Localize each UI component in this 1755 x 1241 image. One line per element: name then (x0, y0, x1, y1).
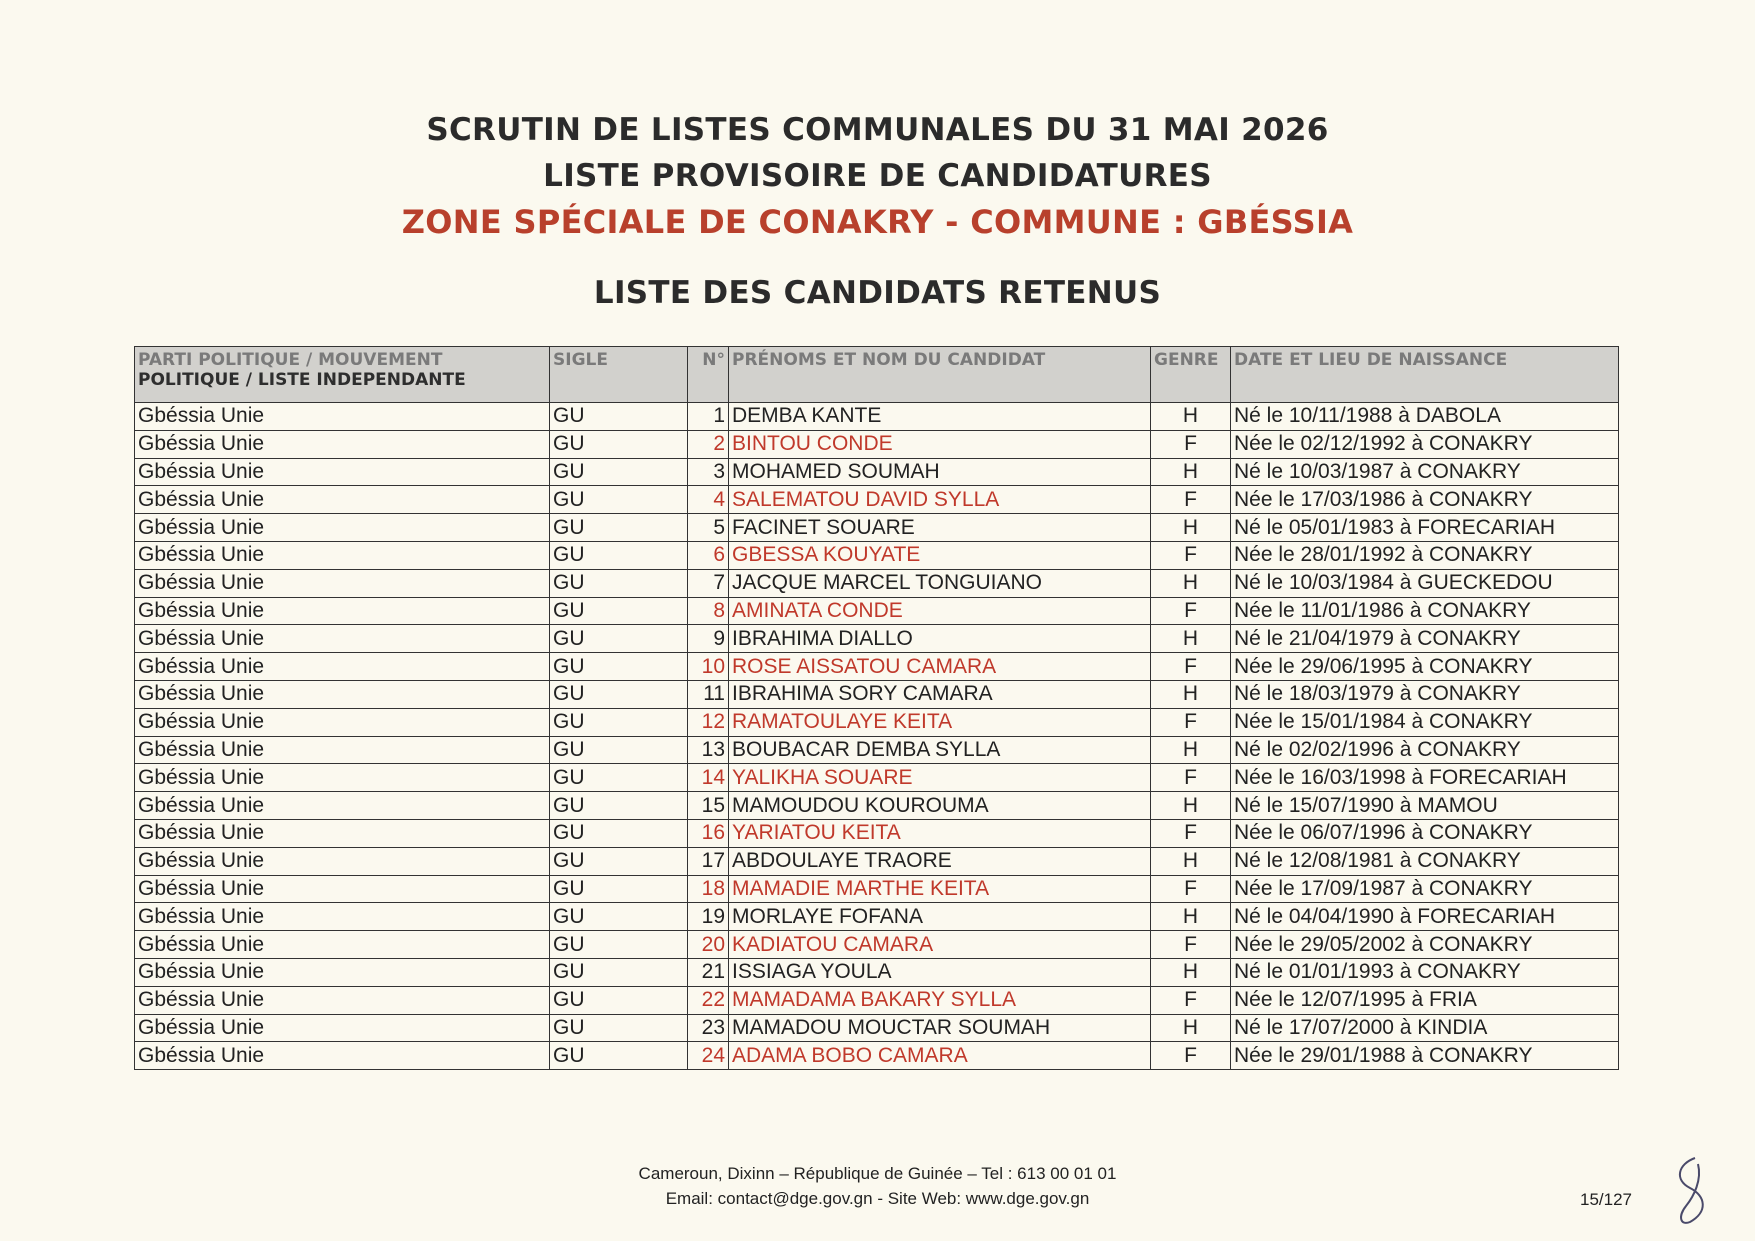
cell-birth: Né le 10/11/1988 à DABOLA (1231, 403, 1619, 431)
table-row (135, 903, 1619, 931)
cell-candidate-name: ADAMA BOBO CAMARA (729, 1042, 1151, 1070)
cell-sigle: GU (550, 680, 688, 708)
cell-genre: H (1151, 736, 1231, 764)
table-row (135, 847, 1619, 875)
table-row (135, 430, 1619, 458)
cell-sigle: GU (550, 847, 688, 875)
cell-candidate-name: MORLAYE FOFANA (729, 903, 1151, 931)
cell-genre: F (1151, 486, 1231, 514)
cell-birth: Né le 04/04/1990 à FORECARIAH (1231, 903, 1619, 931)
cell-sigle: GU (550, 1014, 688, 1042)
cell-birth: Né le 01/01/1993 à CONAKRY (1231, 958, 1619, 986)
document-subtitle: LISTE PROVISOIRE DE CANDIDATURES (543, 158, 1212, 194)
cell-birth: Né le 18/03/1979 à CONAKRY (1231, 680, 1619, 708)
cell-sigle: GU (550, 653, 688, 681)
table-row (135, 653, 1619, 681)
table-row (135, 708, 1619, 736)
cell-party: Gbéssia Unie (135, 931, 550, 959)
table-row (135, 819, 1619, 847)
cell-party: Gbéssia Unie (135, 1014, 550, 1042)
cell-number: 24 (688, 1042, 729, 1070)
table-row (135, 958, 1619, 986)
cell-party: Gbéssia Unie (135, 680, 550, 708)
table-row (135, 597, 1619, 625)
cell-number: 12 (688, 708, 729, 736)
cell-number: 21 (688, 958, 729, 986)
cell-birth: Née le 29/06/1995 à CONAKRY (1231, 653, 1619, 681)
cell-sigle: GU (550, 875, 688, 903)
cell-birth: Née le 29/05/2002 à CONAKRY (1231, 931, 1619, 959)
cell-number: 16 (688, 819, 729, 847)
cell-party: Gbéssia Unie (135, 903, 550, 931)
cell-candidate-name: RAMATOULAYE KEITA (729, 708, 1151, 736)
cell-genre: H (1151, 958, 1231, 986)
cell-party: Gbéssia Unie (135, 514, 550, 542)
cell-number: 6 (688, 541, 729, 569)
cell-party: Gbéssia Unie (135, 653, 550, 681)
cell-birth: Née le 17/03/1986 à CONAKRY (1231, 486, 1619, 514)
cell-number: 19 (688, 903, 729, 931)
cell-sigle: GU (550, 792, 688, 820)
cell-sigle: GU (550, 541, 688, 569)
cell-candidate-name: IBRAHIMA DIALLO (729, 625, 1151, 653)
cell-party: Gbéssia Unie (135, 708, 550, 736)
cell-sigle: GU (550, 625, 688, 653)
cell-genre: F (1151, 819, 1231, 847)
cell-birth: Né le 02/02/1996 à CONAKRY (1231, 736, 1619, 764)
header-party-line2: POLITIQUE / LISTE INDEPENDANTE (138, 370, 466, 390)
cell-genre: F (1151, 764, 1231, 792)
cell-sigle: GU (550, 430, 688, 458)
cell-candidate-name: MOHAMED SOUMAH (729, 458, 1151, 486)
table-row (135, 680, 1619, 708)
cell-birth: Née le 15/01/1984 à CONAKRY (1231, 708, 1619, 736)
cell-party: Gbéssia Unie (135, 403, 550, 431)
list-heading: LISTE DES CANDIDATS RETENUS (593, 275, 1162, 311)
cell-number: 1 (688, 403, 729, 431)
cell-number: 18 (688, 875, 729, 903)
document-title: SCRUTIN DE LISTES COMMUNALES DU 31 MAI 2026 (426, 112, 1329, 148)
cell-party: Gbéssia Unie (135, 569, 550, 597)
cell-genre: H (1151, 458, 1231, 486)
cell-sigle: GU (550, 764, 688, 792)
cell-sigle: GU (550, 1042, 688, 1070)
cell-number: 7 (688, 569, 729, 597)
cell-genre: F (1151, 541, 1231, 569)
cell-candidate-name: JACQUE MARCEL TONGUIANO (729, 569, 1151, 597)
cell-number: 17 (688, 847, 729, 875)
cell-number: 4 (688, 486, 729, 514)
cell-birth: Né le 10/03/1984 à GUECKEDOU (1231, 569, 1619, 597)
cell-candidate-name: MAMADAMA BAKARY SYLLA (729, 986, 1151, 1014)
table-row (135, 486, 1619, 514)
cell-sigle: GU (550, 708, 688, 736)
cell-genre: F (1151, 597, 1231, 625)
table-row (135, 458, 1619, 486)
cell-birth: Née le 12/07/1995 à FRIA (1231, 986, 1619, 1014)
cell-birth: Née le 11/01/1986 à CONAKRY (1231, 597, 1619, 625)
cell-candidate-name: ABDOULAYE TRAORE (729, 847, 1151, 875)
cell-candidate-name: KADIATOU CAMARA (729, 931, 1151, 959)
cell-candidate-name: BINTOU CONDE (729, 430, 1151, 458)
cell-party: Gbéssia Unie (135, 986, 550, 1014)
cell-party: Gbéssia Unie (135, 625, 550, 653)
cell-number: 22 (688, 986, 729, 1014)
table-row (135, 403, 1619, 431)
table-row (135, 625, 1619, 653)
header-party-line1: PARTI POLITIQUE / MOUVEMENT (138, 350, 443, 370)
cell-number: 13 (688, 736, 729, 764)
cell-party: Gbéssia Unie (135, 541, 550, 569)
cell-birth: Née le 02/12/1992 à CONAKRY (1231, 430, 1619, 458)
table-body (135, 403, 1619, 1070)
cell-candidate-name: YALIKHA SOUARE (729, 764, 1151, 792)
cell-birth: Né le 12/08/1981 à CONAKRY (1231, 847, 1619, 875)
cell-candidate-name: BOUBACAR DEMBA SYLLA (729, 736, 1151, 764)
footer-address: Cameroun, Dixinn – République de Guinée – Tel : 613 00 01 01 (638, 1164, 1117, 1183)
cell-genre: F (1151, 653, 1231, 681)
cell-party: Gbéssia Unie (135, 875, 550, 903)
cell-sigle: GU (550, 819, 688, 847)
cell-birth: Né le 05/01/1983 à FORECARIAH (1231, 514, 1619, 542)
cell-genre: H (1151, 569, 1231, 597)
cell-birth: Née le 16/03/1998 à FORECARIAH (1231, 764, 1619, 792)
table-row (135, 764, 1619, 792)
header-sigle: SIGLE (550, 347, 688, 403)
cell-candidate-name: ISSIAGA YOULA (729, 958, 1151, 986)
cell-genre: F (1151, 430, 1231, 458)
cell-birth: Née le 29/01/1988 à CONAKRY (1231, 1042, 1619, 1070)
cell-number: 5 (688, 514, 729, 542)
cell-candidate-name: MAMADOU MOUCTAR SOUMAH (729, 1014, 1151, 1042)
cell-candidate-name: GBESSA KOUYATE (729, 541, 1151, 569)
cell-number: 8 (688, 597, 729, 625)
cell-genre: F (1151, 1042, 1231, 1070)
table-row (135, 1014, 1619, 1042)
cell-candidate-name: FACINET SOUARE (729, 514, 1151, 542)
cell-party: Gbéssia Unie (135, 819, 550, 847)
cell-number: 11 (688, 680, 729, 708)
page-number: 15/127 (1580, 1190, 1632, 1209)
cell-candidate-name: ROSE AISSATOU CAMARA (729, 653, 1151, 681)
cell-birth: Née le 17/09/1987 à CONAKRY (1231, 875, 1619, 903)
header-birth: DATE ET LIEU DE NAISSANCE (1231, 347, 1619, 403)
cell-genre: H (1151, 847, 1231, 875)
cell-party: Gbéssia Unie (135, 597, 550, 625)
cell-birth: Née le 28/01/1992 à CONAKRY (1231, 541, 1619, 569)
footer-contact: Email: contact@dge.gov.gn - Site Web: www.dge.gov.gn (665, 1189, 1090, 1208)
cell-party: Gbéssia Unie (135, 1042, 550, 1070)
cell-number: 23 (688, 1014, 729, 1042)
table-row (135, 514, 1619, 542)
cell-party: Gbéssia Unie (135, 792, 550, 820)
table-row (135, 875, 1619, 903)
cell-sigle: GU (550, 403, 688, 431)
cell-number: 14 (688, 764, 729, 792)
cell-genre: F (1151, 931, 1231, 959)
cell-sigle: GU (550, 514, 688, 542)
cell-sigle: GU (550, 569, 688, 597)
header-name: PRÉNOMS ET NOM DU CANDIDAT (729, 347, 1151, 403)
cell-genre: F (1151, 986, 1231, 1014)
cell-candidate-name: AMINATA CONDE (729, 597, 1151, 625)
cell-sigle: GU (550, 931, 688, 959)
cell-candidate-name: DEMBA KANTE (729, 403, 1151, 431)
cell-sigle: GU (550, 486, 688, 514)
table-row (135, 569, 1619, 597)
table-row (135, 986, 1619, 1014)
table-row (135, 792, 1619, 820)
cell-sigle: GU (550, 458, 688, 486)
cell-genre: H (1151, 903, 1231, 931)
cell-genre: F (1151, 875, 1231, 903)
cell-sigle: GU (550, 958, 688, 986)
cell-candidate-name: IBRAHIMA SORY CAMARA (729, 680, 1151, 708)
cell-party: Gbéssia Unie (135, 736, 550, 764)
cell-party: Gbéssia Unie (135, 458, 550, 486)
header-num: N° (688, 347, 729, 403)
cell-candidate-name: MAMADIE MARTHE KEITA (729, 875, 1151, 903)
cell-genre: H (1151, 792, 1231, 820)
cell-number: 2 (688, 430, 729, 458)
cell-party: Gbéssia Unie (135, 847, 550, 875)
cell-sigle: GU (550, 597, 688, 625)
cell-sigle: GU (550, 986, 688, 1014)
cell-number: 9 (688, 625, 729, 653)
cell-genre: H (1151, 403, 1231, 431)
table-header-row (135, 347, 1619, 403)
cell-birth: Né le 15/07/1990 à MAMOU (1231, 792, 1619, 820)
cell-party: Gbéssia Unie (135, 486, 550, 514)
cell-genre: H (1151, 1014, 1231, 1042)
cell-genre: F (1151, 708, 1231, 736)
cell-party: Gbéssia Unie (135, 958, 550, 986)
cell-number: 10 (688, 653, 729, 681)
cell-genre: H (1151, 514, 1231, 542)
cell-birth: Né le 17/07/2000 à KINDIA (1231, 1014, 1619, 1042)
table-row (135, 1042, 1619, 1070)
cell-birth: Né le 10/03/1987 à CONAKRY (1231, 458, 1619, 486)
zone-commune-title: ZONE SPÉCIALE DE CONAKRY - COMMUNE : GBÉSSIA (401, 203, 1354, 241)
cell-genre: H (1151, 625, 1231, 653)
cell-birth: Née le 06/07/1996 à CONAKRY (1231, 819, 1619, 847)
table-row (135, 931, 1619, 959)
cell-birth: Né le 21/04/1979 à CONAKRY (1231, 625, 1619, 653)
signature-mark (1660, 1150, 1720, 1230)
cell-sigle: GU (550, 736, 688, 764)
candidates-table (134, 346, 1619, 1070)
table-row (135, 541, 1619, 569)
cell-party: Gbéssia Unie (135, 764, 550, 792)
cell-sigle: GU (550, 903, 688, 931)
cell-candidate-name: YARIATOU KEITA (729, 819, 1151, 847)
cell-genre: H (1151, 680, 1231, 708)
cell-number: 20 (688, 931, 729, 959)
cell-candidate-name: MAMOUDOU KOUROUMA (729, 792, 1151, 820)
cell-candidate-name: SALEMATOU DAVID SYLLA (729, 486, 1151, 514)
cell-number: 15 (688, 792, 729, 820)
header-party (135, 347, 550, 403)
table-row (135, 736, 1619, 764)
header-genre: GENRE (1151, 347, 1231, 403)
cell-number: 3 (688, 458, 729, 486)
cell-party: Gbéssia Unie (135, 430, 550, 458)
